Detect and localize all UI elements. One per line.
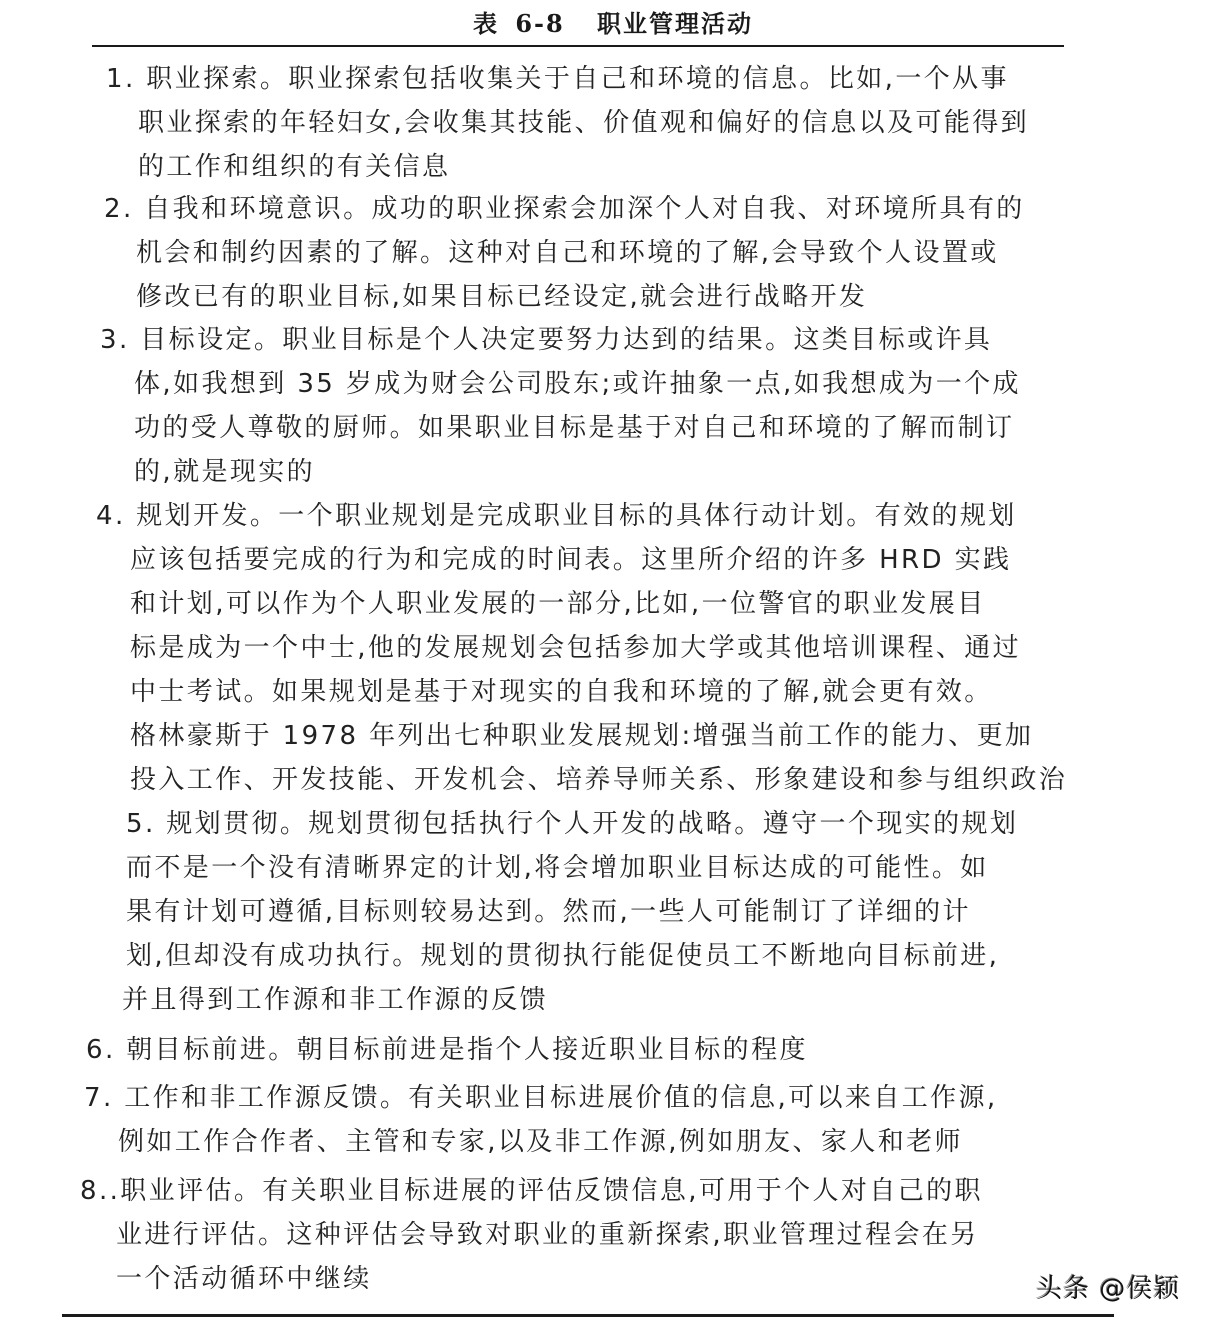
watermark: 头条 @侯颖 (1036, 1274, 1181, 1304)
item-line: 8..职业评估。有关职业目标进展的评估反馈信息,可用于个人对自己的职 (80, 1176, 983, 1206)
item-line: 1. 职业探索。职业探索包括收集关于自己和环境的信息。比如,一个从事 (106, 64, 1009, 94)
item-line: 例如工作合作者、主管和专家,以及非工作源,例如朋友、家人和老师 (118, 1127, 963, 1157)
item-line: 修改已有的职业目标,如果目标已经设定,就会进行战略开发 (136, 282, 868, 312)
item-line: 并且得到工作源和非工作源的反馈 (122, 985, 549, 1015)
list-item-career-exploration (106, 57, 1029, 189)
item-line: 标是成为一个中士,他的发展规划会包括参加大学或其他培训课程、通过 (130, 633, 1022, 663)
item-line: 的工作和组织的有关信息 (138, 152, 451, 182)
item-line: 格林豪斯于 1978 年列出七种职业发展规划:增强当前工作的能力、更加 (130, 721, 1034, 751)
item-line: 职业探索的年轻妇女,会收集其技能、价值观和偏好的信息以及可能得到 (138, 108, 1030, 138)
item-line: 4. 规划开发。一个职业规划是完成职业目标的具体行动计划。有效的规划 (96, 501, 1017, 531)
list-item-self-environment-awareness (104, 187, 1025, 319)
item-line: 业进行评估。这种评估会导致对职业的重新探索,职业管理过程会在另 (116, 1220, 979, 1250)
bottom-rule (62, 1314, 1114, 1317)
item-line: 功的受人尊敬的厨师。如果职业目标是基于对自己和环境的了解而制订 (134, 413, 1015, 443)
item-line: 应该包括要完成的行为和完成的时间表。这里所介绍的许多 HRD 实践 (130, 545, 1012, 575)
item-line: 机会和制约因素的了解。这种对自己和环境的了解,会导致个人设置或 (136, 238, 999, 268)
item-line: 5. 规划贯彻。规划贯彻包括执行个人开发的战略。遵守一个现实的规划 (126, 809, 1019, 839)
list-item-strategy-development (96, 494, 1067, 802)
item-line: 的,就是现实的 (134, 457, 316, 487)
item-line: 2. 自我和环境意识。成功的职业探索会加深个人对自我、对环境所具有的 (104, 194, 1025, 224)
item-line: 3. 目标设定。职业目标是个人决定要努力达到的结果。这类目标或许具 (100, 325, 993, 355)
item-line: 6. 朝目标前进。朝目标前进是指个人接近职业目标的程度 (86, 1035, 808, 1065)
item-line: 一个活动循环中继续 (116, 1264, 372, 1294)
item-line: 和计划,可以作为个人职业发展的一部分,比如,一位警官的职业发展目 (130, 589, 986, 619)
table-label: 表 (472, 10, 499, 38)
top-rule (92, 45, 1064, 47)
list-item-goal-progress (86, 1028, 808, 1072)
list-item-work-nonwork-feedback (84, 1076, 998, 1164)
table-title: 职业管理活动 (597, 10, 754, 38)
list-item-goal-setting (100, 318, 1021, 494)
item-line: 投入工作、开发技能、开发机会、培养导师关系、形象建设和参与组织政治 (130, 765, 1068, 795)
item-line: 划,但却没有成功执行。规划的贯彻执行能促使员工不断地向目标前进, (126, 941, 1000, 971)
item-line: 中士考试。如果规划是基于对现实的自我和环境的了解,就会更有效。 (130, 677, 993, 707)
item-line: 体,如我想到 35 岁成为财会公司股东;或许抽象一点,如我想成为一个成 (134, 369, 1021, 399)
list-item-strategy-implementation (122, 802, 1019, 1022)
item-line: 7. 工作和非工作源反馈。有关职业目标进展价值的信息,可以来自工作源, (84, 1083, 998, 1113)
item-line: 而不是一个没有清晰界定的计划,将会增加职业目标达成的可能性。如 (126, 853, 989, 883)
list-item-career-appraisal (80, 1169, 983, 1301)
table-number: 6-8 (515, 9, 565, 38)
item-line: 果有计划可遵循,目标则较易达到。然而,一些人可能制订了详细的计 (126, 897, 971, 927)
table-caption (0, 4, 1226, 39)
